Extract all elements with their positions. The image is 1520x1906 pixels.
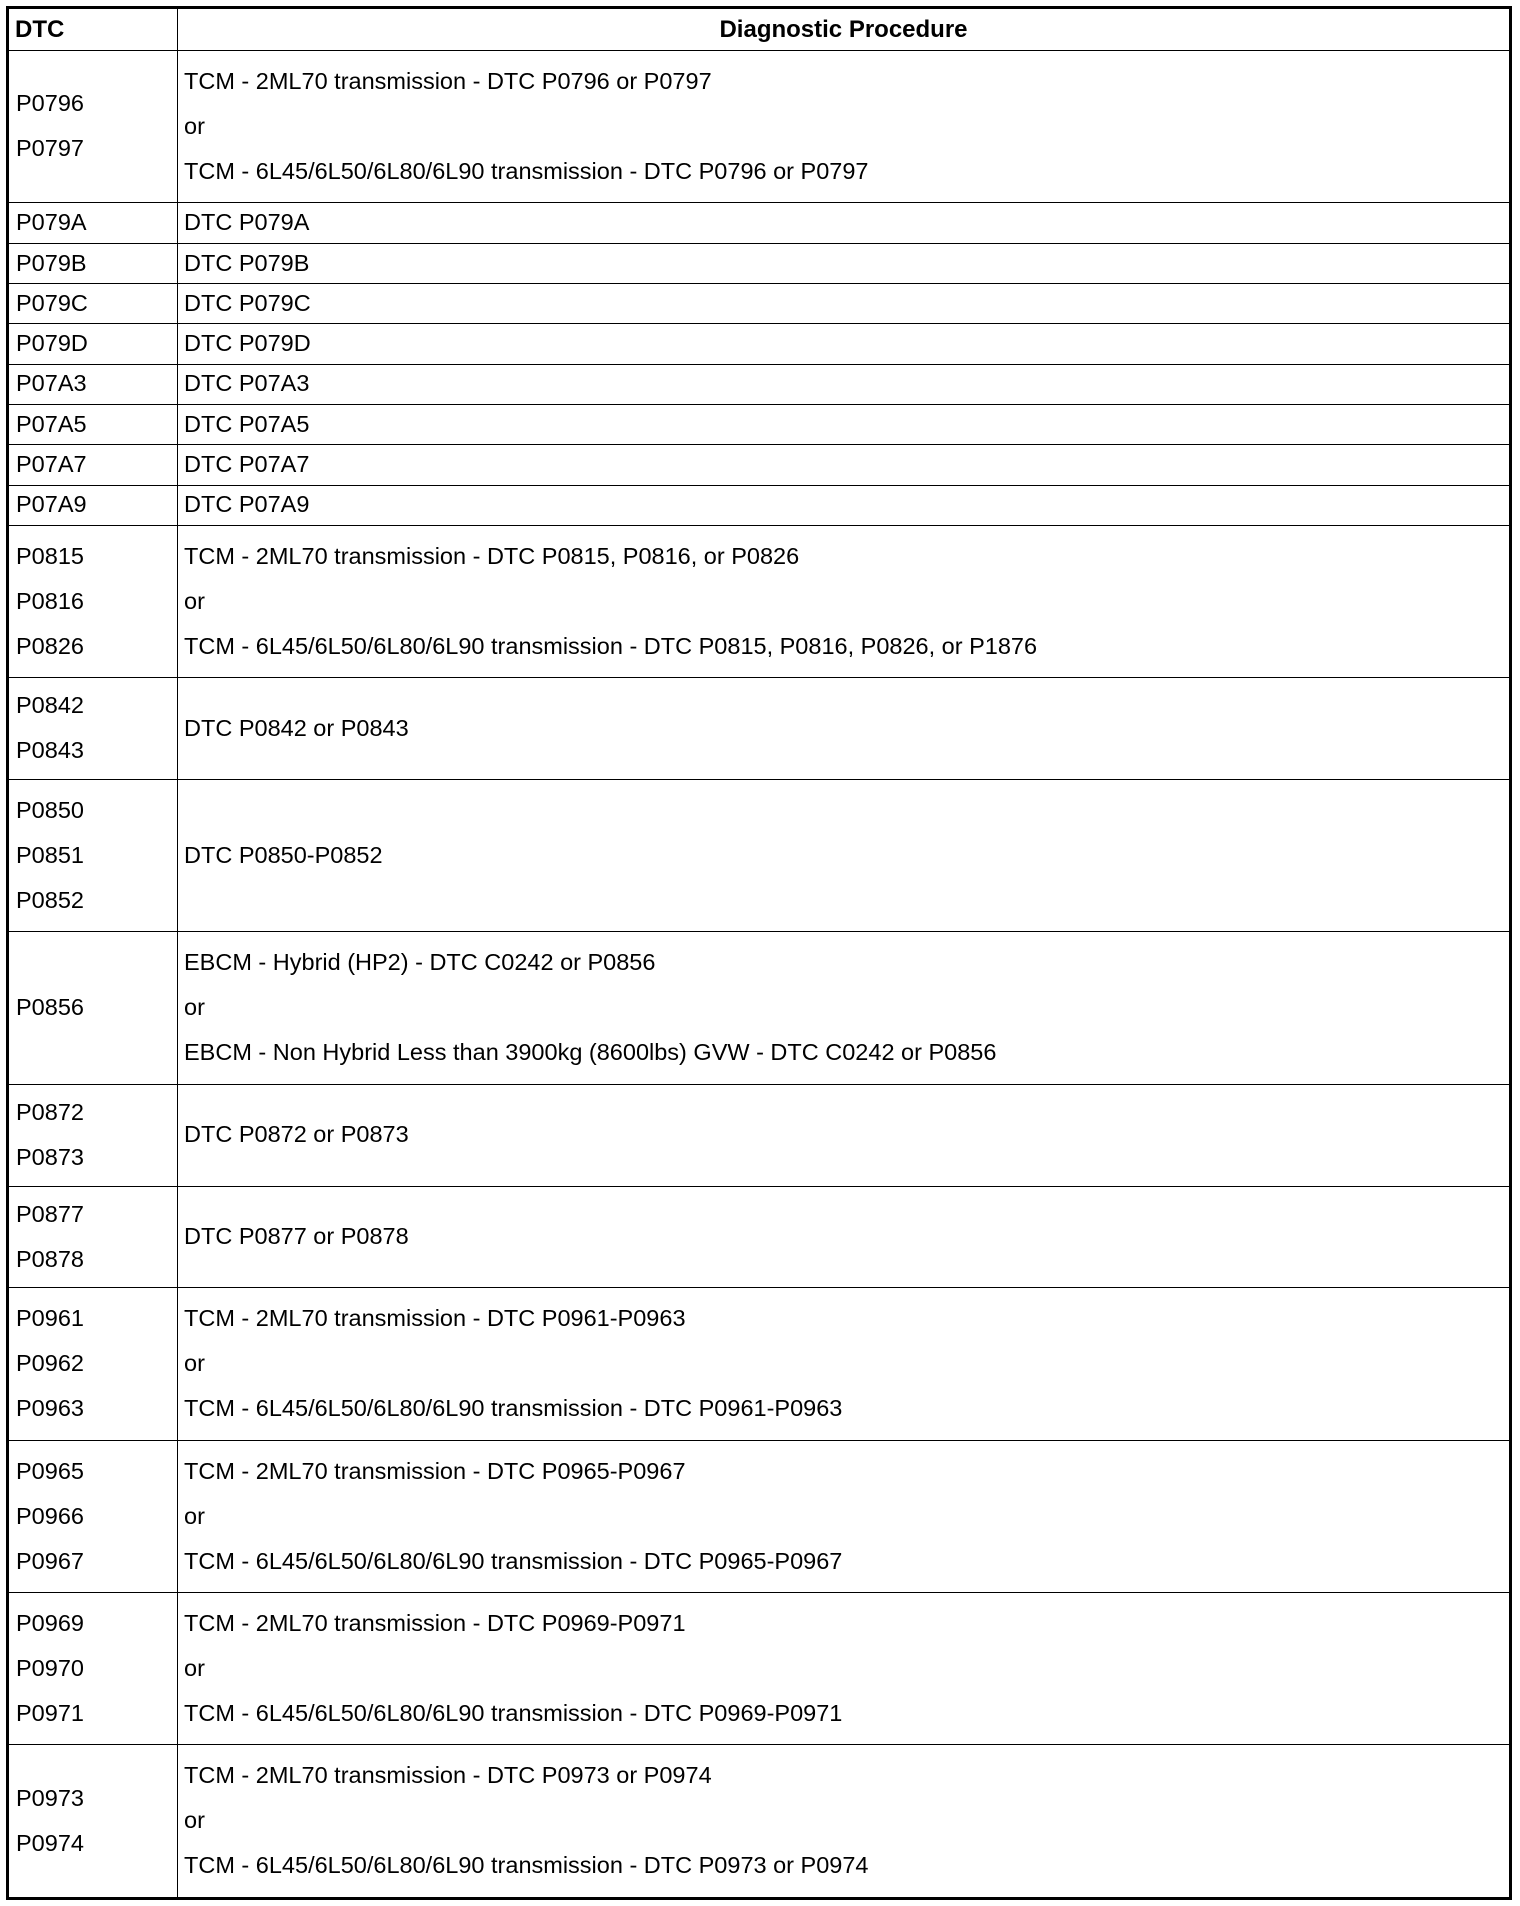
procedure-cell — [178, 51, 1511, 203]
dtc-code-cell-line: P0966 — [16, 1502, 84, 1529]
table-row — [8, 364, 1511, 404]
table-body — [8, 51, 1511, 1899]
procedure-cell — [178, 243, 1511, 283]
dtc-code-cell-line: P0971 — [16, 1700, 84, 1726]
dtc-code-cell — [8, 1288, 178, 1440]
procedure-cell-line: TCM - 6L45/6L50/6L80/6L90 transmission - DTC P0815, P0816, P0826, or P1876 — [184, 632, 1038, 659]
procedure-cell — [178, 1084, 1511, 1186]
dtc-code-cell — [8, 1745, 178, 1899]
header-row — [8, 8, 1511, 51]
dtc-code-cell — [8, 780, 178, 932]
dtc-code-cell-line: P0856 — [16, 994, 84, 1021]
procedure-cell-line: DTC P0842 or P0843 — [184, 714, 409, 741]
procedure-cell — [178, 283, 1511, 323]
procedure-cell-line: DTC P079B — [184, 249, 310, 276]
procedure-cell — [178, 445, 1511, 485]
dtc-code-cell-line: P0815 — [16, 542, 84, 569]
procedure-cell-line: DTC P079C — [184, 289, 311, 316]
dtc-code-cell-line: P0797 — [16, 135, 84, 162]
dtc-code-cell — [8, 1084, 178, 1186]
dtc-code-cell — [8, 678, 178, 780]
procedure-cell — [178, 1593, 1511, 1745]
table-row — [8, 1440, 1511, 1592]
procedure-cell — [178, 1186, 1511, 1288]
table-row — [8, 404, 1511, 444]
procedure-cell — [178, 525, 1511, 677]
procedure-cell-line: TCM - 6L45/6L50/6L80/6L90 transmission - DTC P0961-P0963 — [184, 1395, 843, 1422]
dtc-code-cell-line: P07A5 — [16, 410, 87, 437]
dtc-code-cell-line: P0796 — [16, 90, 84, 117]
dtc-code-cell — [8, 51, 178, 203]
table-row — [8, 203, 1511, 243]
table-row — [8, 283, 1511, 323]
dtc-code-cell-line: P0877 — [16, 1200, 84, 1227]
procedure-cell-line: DTC P079D — [184, 330, 311, 357]
dtc-code-cell-line: P0974 — [16, 1829, 84, 1856]
dtc-code-cell-line: P0852 — [16, 886, 84, 913]
procedure-cell-line: TCM - 2ML70 transmission - DTC P0973 or P0974 — [184, 1762, 712, 1789]
table-row — [8, 1745, 1511, 1899]
dtc-code-cell-line: P079B — [16, 249, 87, 276]
procedure-cell — [178, 1440, 1511, 1592]
procedure-cell-line: EBCM - Hybrid (HP2) - DTC C0242 or P0856 — [184, 949, 656, 976]
procedure-cell-line: TCM - 6L45/6L50/6L80/6L90 transmission - DTC P0965-P0967 — [184, 1547, 843, 1574]
procedure-cell — [178, 932, 1511, 1084]
procedure-cell-line: or — [184, 1502, 205, 1529]
table-row — [8, 324, 1511, 364]
dtc-code-cell-line: P0967 — [16, 1547, 84, 1574]
table-row — [8, 243, 1511, 283]
procedure-cell — [178, 203, 1511, 243]
dtc-code-cell-line: P07A9 — [16, 491, 87, 518]
dtc-code-cell — [8, 525, 178, 677]
dtc-code-cell — [8, 932, 178, 1084]
procedure-cell-line: TCM - 2ML70 transmission - DTC P0965-P0967 — [184, 1457, 686, 1484]
dtc-column-header: DTC — [8, 8, 178, 51]
procedure-cell-line: DTC P0850-P0852 — [184, 841, 383, 868]
dtc-code-cell-line: P0973 — [16, 1784, 84, 1811]
table-row — [8, 51, 1511, 203]
dtc-code-cell — [8, 283, 178, 323]
procedure-cell-line: TCM - 2ML70 transmission - DTC P0796 or P0797 — [184, 67, 712, 94]
procedure-cell — [178, 678, 1511, 780]
dtc-code-cell-line: P0878 — [16, 1245, 84, 1272]
procedure-cell-line: or — [184, 1350, 205, 1377]
dtc-code-cell-line: P0826 — [16, 632, 84, 659]
procedure-cell — [178, 324, 1511, 364]
procedure-cell-line: EBCM - Non Hybrid Less than 3900kg (8600lbs) GVW - DTC C0242 or P0856 — [184, 1039, 997, 1066]
table-row — [8, 1593, 1511, 1745]
procedure-cell-line: or — [184, 1807, 205, 1834]
procedure-cell-line: DTC P0877 or P0878 — [184, 1223, 409, 1250]
dtc-code-cell-line: P0961 — [16, 1305, 84, 1332]
table-row — [8, 1084, 1511, 1186]
dtc-code-cell-line: P0850 — [16, 796, 84, 823]
dtc-code-cell-line: P07A7 — [16, 451, 87, 478]
dtc-code-cell-line: P079A — [16, 209, 87, 236]
dtc-code-cell — [8, 203, 178, 243]
dtc-code-cell-line: P0970 — [16, 1655, 84, 1681]
dtc-code-cell — [8, 243, 178, 283]
procedure-cell-line: DTC P07A5 — [184, 410, 310, 437]
procedure-cell — [178, 364, 1511, 404]
procedure-cell-line: DTC P07A9 — [184, 491, 310, 518]
procedure-cell-line: or — [184, 112, 205, 139]
procedure-cell-line: TCM - 2ML70 transmission - DTC P0961-P0963 — [184, 1305, 686, 1332]
dtc-code-cell-line: P0851 — [16, 841, 84, 868]
procedure-cell — [178, 1288, 1511, 1440]
dtc-table — [6, 6, 1512, 1900]
dtc-code-cell-line: P0873 — [16, 1143, 84, 1170]
table-row — [8, 525, 1511, 677]
table-row — [8, 445, 1511, 485]
dtc-code-cell-line: P0962 — [16, 1350, 84, 1377]
dtc-code-cell-line: P079C — [16, 289, 88, 316]
procedure-cell-line: TCM - 2ML70 transmission - DTC P0815, P0816, or P0826 — [184, 542, 800, 569]
table-row — [8, 780, 1511, 932]
dtc-code-cell-line: P0963 — [16, 1395, 84, 1422]
dtc-code-cell-line: P0843 — [16, 737, 84, 764]
table-row — [8, 1186, 1511, 1288]
table-row — [8, 1288, 1511, 1440]
dtc-code-cell — [8, 1593, 178, 1745]
table-row — [8, 678, 1511, 780]
procedure-cell-line: TCM - 6L45/6L50/6L80/6L90 transmission - DTC P0973 or P0974 — [184, 1852, 869, 1879]
procedure-cell-line: or — [184, 1655, 205, 1681]
dtc-code-cell — [8, 1440, 178, 1592]
procedure-cell — [178, 404, 1511, 444]
procedure-cell — [178, 1745, 1511, 1899]
procedure-cell — [178, 485, 1511, 525]
procedure-cell-line: DTC P0872 or P0873 — [184, 1121, 409, 1148]
procedure-column-header: Diagnostic Procedure — [178, 8, 1511, 51]
dtc-code-cell — [8, 1186, 178, 1288]
dtc-code-cell-line: P0872 — [16, 1098, 84, 1125]
dtc-code-cell-line: P07A3 — [16, 370, 87, 397]
procedure-cell-line: or — [184, 587, 205, 614]
table-row — [8, 485, 1511, 525]
dtc-code-cell — [8, 485, 178, 525]
dtc-code-cell-line: P0842 — [16, 692, 84, 719]
procedure-cell-line: or — [184, 994, 205, 1021]
dtc-code-cell-line: P0816 — [16, 587, 84, 614]
procedure-cell — [178, 780, 1511, 932]
dtc-code-cell — [8, 324, 178, 364]
procedure-cell-line: TCM - 6L45/6L50/6L80/6L90 transmission - DTC P0969-P0971 — [184, 1700, 843, 1726]
table-row — [8, 932, 1511, 1084]
dtc-code-cell-line: P0965 — [16, 1457, 84, 1484]
procedure-cell-line: TCM - 2ML70 transmission - DTC P0969-P0971 — [184, 1610, 686, 1636]
dtc-code-cell-line: P0969 — [16, 1610, 84, 1636]
dtc-code-cell — [8, 445, 178, 485]
procedure-cell-line: DTC P079A — [184, 209, 310, 236]
procedure-cell-line: DTC P07A3 — [184, 370, 310, 397]
procedure-cell-line: DTC P07A7 — [184, 451, 310, 478]
procedure-cell-line: TCM - 6L45/6L50/6L80/6L90 transmission - DTC P0796 or P0797 — [184, 157, 869, 184]
dtc-code-cell — [8, 404, 178, 444]
dtc-code-cell — [8, 364, 178, 404]
dtc-code-cell-line: P079D — [16, 330, 88, 357]
